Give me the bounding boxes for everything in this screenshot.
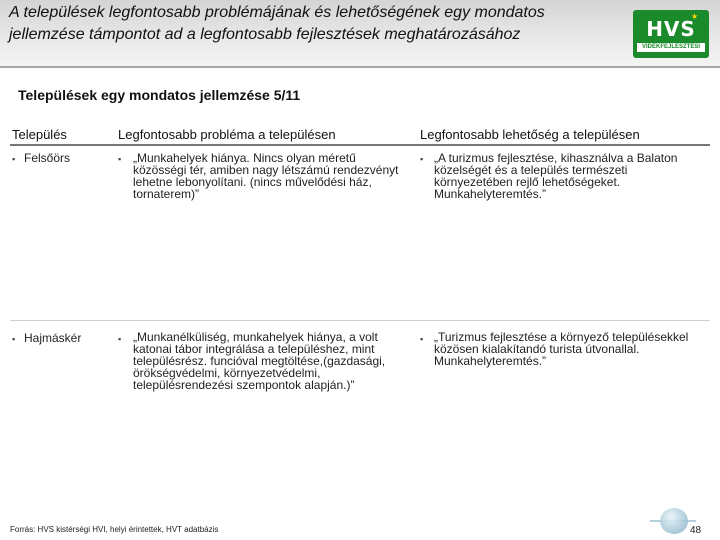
hvs-logo xyxy=(633,10,709,58)
cell-problem: „Munkanélküliség, munkahelyek hiánya, a volt katonai tábor integrálása a településhez, mint településrész. funcióval megtöltése,(gazdasági, örökségvédelmi, környezetvédelmi, településrendezési szempontok alapján.)” xyxy=(133,330,386,392)
logo-text: HVS xyxy=(646,17,696,41)
page-number: 48 xyxy=(690,525,702,536)
cell-opportunity: „A turizmus fejlesztése, kihasználva a Balaton közelségét és a település természeti környezetében rejlő lehetőségeket. Munkahelyteremtés.” xyxy=(434,151,678,201)
globe-icon xyxy=(660,508,688,534)
logo-subtext: VIDÉKFEJLESZTÉSI SZOLG. xyxy=(637,43,705,52)
cell-settlement: Hajmáskér xyxy=(24,331,82,345)
row-divider xyxy=(10,320,710,321)
star-icon: ★ xyxy=(691,12,699,21)
cell-problem: „Munkahelyek hiánya. Nincs olyan méretű közösségi tér, amiben nagy létszámú rendezvényt lehetne lebonyolítani. (nincs művelődési ház, tornaterem)” xyxy=(133,151,399,201)
header-divider xyxy=(0,66,720,68)
cell-opportunity: „Turizmus fejlesztése a környező településekkel közösen kialakítandó turista útvonallal. Munkahelyteremtés.” xyxy=(434,330,689,368)
bullet-icon: ▪ xyxy=(420,334,424,344)
bullet-icon: ▪ xyxy=(12,334,16,344)
cell-settlement: Felsőörs xyxy=(24,151,71,165)
bullet-icon: ▪ xyxy=(12,154,16,164)
header-rule xyxy=(10,144,710,146)
section-subtitle: Települések egy mondatos jellemzése 5/11 xyxy=(18,87,301,103)
bullet-icon: ▪ xyxy=(118,334,122,344)
column-header-opportunity: Legfontosabb lehetőség a településen xyxy=(420,127,640,142)
bullet-icon: ▪ xyxy=(420,154,424,164)
column-header-problem: Legfontosabb probléma a településen xyxy=(118,127,336,142)
source-note: Forrás: HVS kistérségi HVI, helyi érintettek, HVT adatbázis xyxy=(10,525,219,534)
column-header-settlement: Település xyxy=(12,127,67,142)
page-title: A települések legfontosabb problémájának és lehetőségének egy mondatos jellemzése támpontot ad a legfontosabb fejlesztések meghatározásához xyxy=(9,4,545,43)
bullet-icon: ▪ xyxy=(118,154,122,164)
